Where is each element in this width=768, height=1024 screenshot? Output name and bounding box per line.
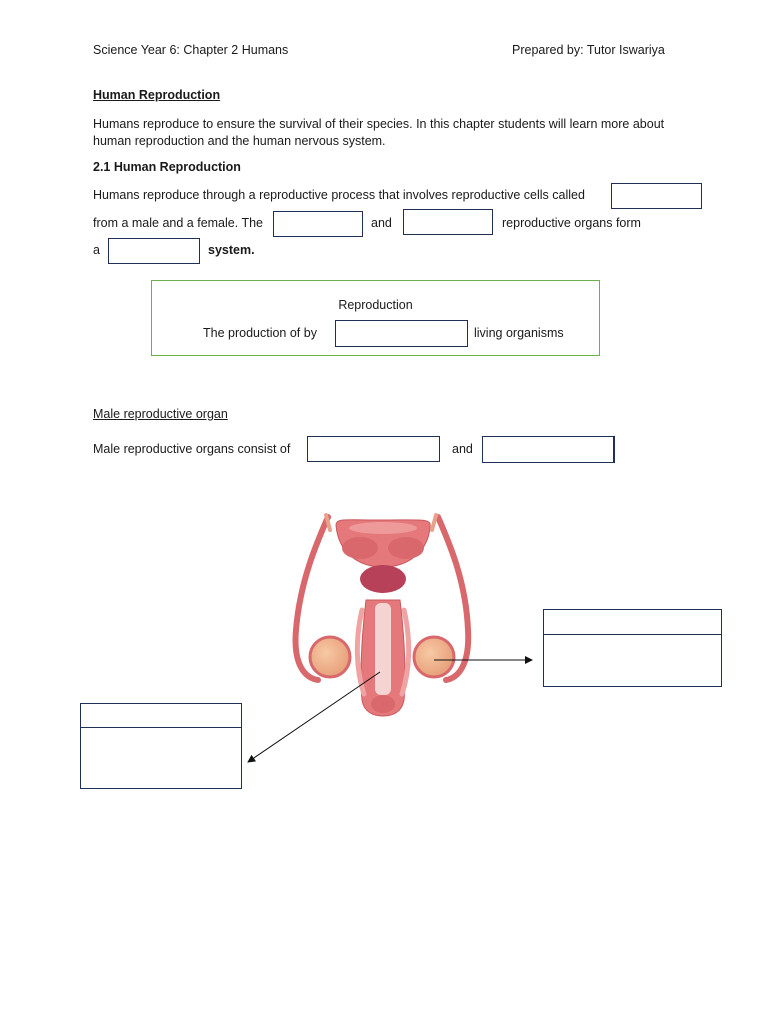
right-testis-shape: [414, 637, 454, 677]
definition-after: living organisms: [474, 326, 564, 340]
male-organ-sentence: Male reproductive organs consist of: [93, 442, 291, 456]
section-title: Human Reproduction: [93, 88, 221, 102]
intro-paragraph: Humans reproduce to ensure the survival of their species. In this chapter students will learn more about human reproduction and the human nervous system.: [93, 117, 665, 148]
fill-line-2-end: reproductive organs form: [502, 216, 641, 230]
male-organ-and: and: [452, 442, 473, 456]
fill-line-1: Humans reproduce through a reproductive process that involves reproductive cells called: [93, 188, 585, 202]
male-organ-heading: Male reproductive organ: [93, 407, 228, 421]
prostate-shape: [360, 565, 406, 593]
arrow-to-left-label: [248, 672, 380, 762]
fill-line-3-a: a: [93, 243, 100, 257]
subsection-title: 2.1 Human Reproduction: [93, 160, 241, 174]
fill-line-3-system: system.: [208, 243, 255, 257]
definition-title: Reproduction: [338, 298, 413, 312]
fill-line-2-and: and: [371, 216, 392, 230]
left-testis-shape: [310, 637, 350, 677]
definition-before: The production of by: [203, 326, 317, 340]
fill-line-2-start: from a male and a female. The: [93, 216, 263, 230]
header-left: Science Year 6: Chapter 2 Humans: [93, 43, 289, 57]
urethra-shape: [375, 603, 391, 695]
header-right: Prepared by: Tutor Iswariya: [512, 43, 665, 57]
